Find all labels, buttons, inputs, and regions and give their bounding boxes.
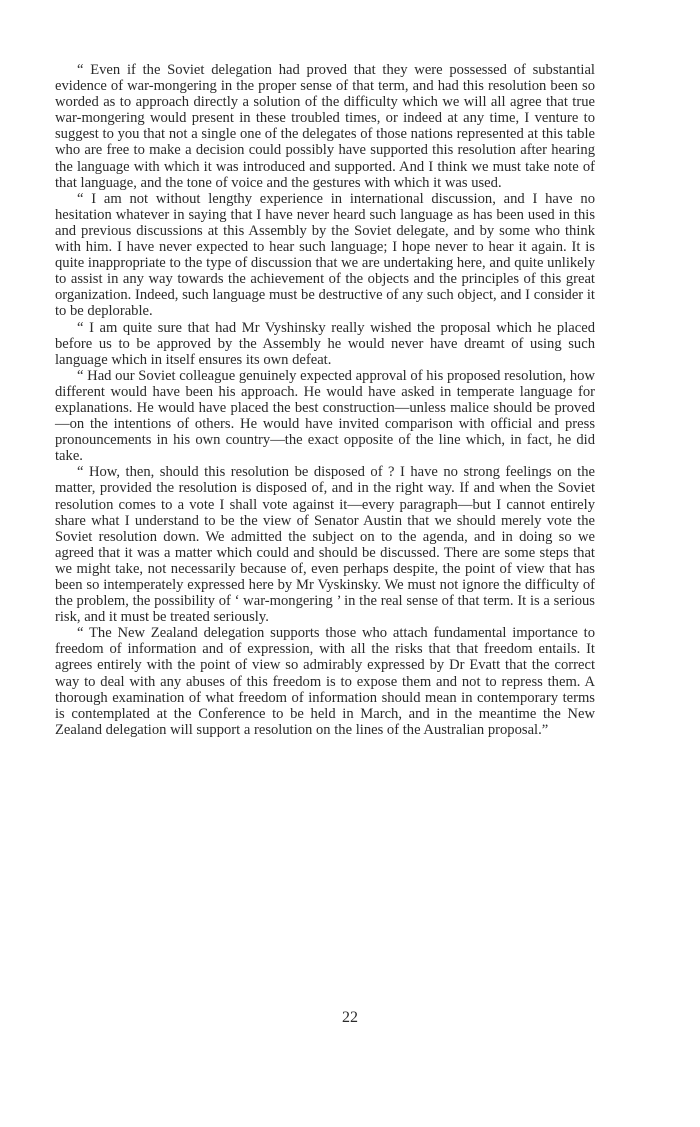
- paragraph-disposal-of-resolution: “ How, then, should this resolution be disposed of ? I have no strong feelings on the matter, provided the resolution is disposed of, and in the right way. If and when the Soviet resolution comes to a vote I shall vote against it—every paragraph—but I cannot entirely share what I understand to be the view of Senator Austin that we should merely vote the Soviet resolution down. We admitted the subject on to the agenda, and in doing so we agreed that it was a matter which could and should be discussed. There are some steps that we might take, not necessarily because of, even perhaps despite, the point of view that has been so intemperately expressed here by Mr Vyskinsky. We must not ignore the difficulty of the problem, the possibility of ‘ war-mongering ’ in the real sense of that term. It is a serious risk, and it must be treated seriously.: [55, 464, 595, 626]
- paragraph-vyshinsky-proposal: “ I am quite sure that had Mr Vyshinsky really wished the proposal which he placed before us to be approved by the Assembly he would never have dreamt of using such language which in itself ensures its own defeat.: [55, 319, 595, 368]
- page-number: 22: [342, 1009, 358, 1026]
- paragraph-war-mongering-evidence: “ Even if the Soviet delegation had proved that they were possessed of substantial evidence of war-mongering in the proper sense of that term, and had this resolution been so worded as to approach directly a solution of the difficulty which we will all agree that true war-mongering would present in these troubled times, or indeed at any time, I venture to suggest to you that not a single one of the delegates of those nations represented at this table who are free to make a decision could possibly have supported this resolution after hearing the language with which it was introduced and supported. And I think we must take note of that language, and the tone of voice and the gestures with which it was used.: [55, 62, 595, 191]
- paragraph-soviet-colleague: “ Had our Soviet colleague genuinely expected approval of his proposed resolution, how different would have been his approach. He would have asked in temperate language for explanations. He would have placed the best construction—unless malice should be proved—on the intentions of others. He would have invited comparison with official and press pronouncements in his own country—the exact opposite of the line which, in fact, he did take.: [55, 367, 595, 465]
- paragraph-new-zealand-position: “ The New Zealand delegation supports those who attach fundamental importance to freedom of information and of expression, with all the risks that that freedom entails. It agrees entirely with the point of view so admirably expressed by Dr Evatt that the correct way to deal with any abuses of this freedom is to expose them and not to repress them. A thorough examination of what freedom of information should mean in contemporary terms is contemplated at the Conference to be held in March, and in the meantime the New Zealand delegation will support a resolution on the lines of the Australian proposal.”: [55, 625, 595, 738]
- document-body: [55, 62, 595, 738]
- paragraph-lengthy-experience: “ I am not without lengthy experience in international discussion, and I have no hesitation whatever in saying that I have never heard such language as has been used in this and previous discussions at this Assembly by the Soviet delegate, and by some who think with him. I have never expected to hear such language; I hope never to hear it again. It is quite inappropriate to the type of discussion that we are undertaking here, and quite unlikely to assist in any way towards the achievement of the objects and the principles of this great organization. Indeed, such language must be destructive of any such object, and I consider it to be deplorable.: [55, 190, 595, 320]
